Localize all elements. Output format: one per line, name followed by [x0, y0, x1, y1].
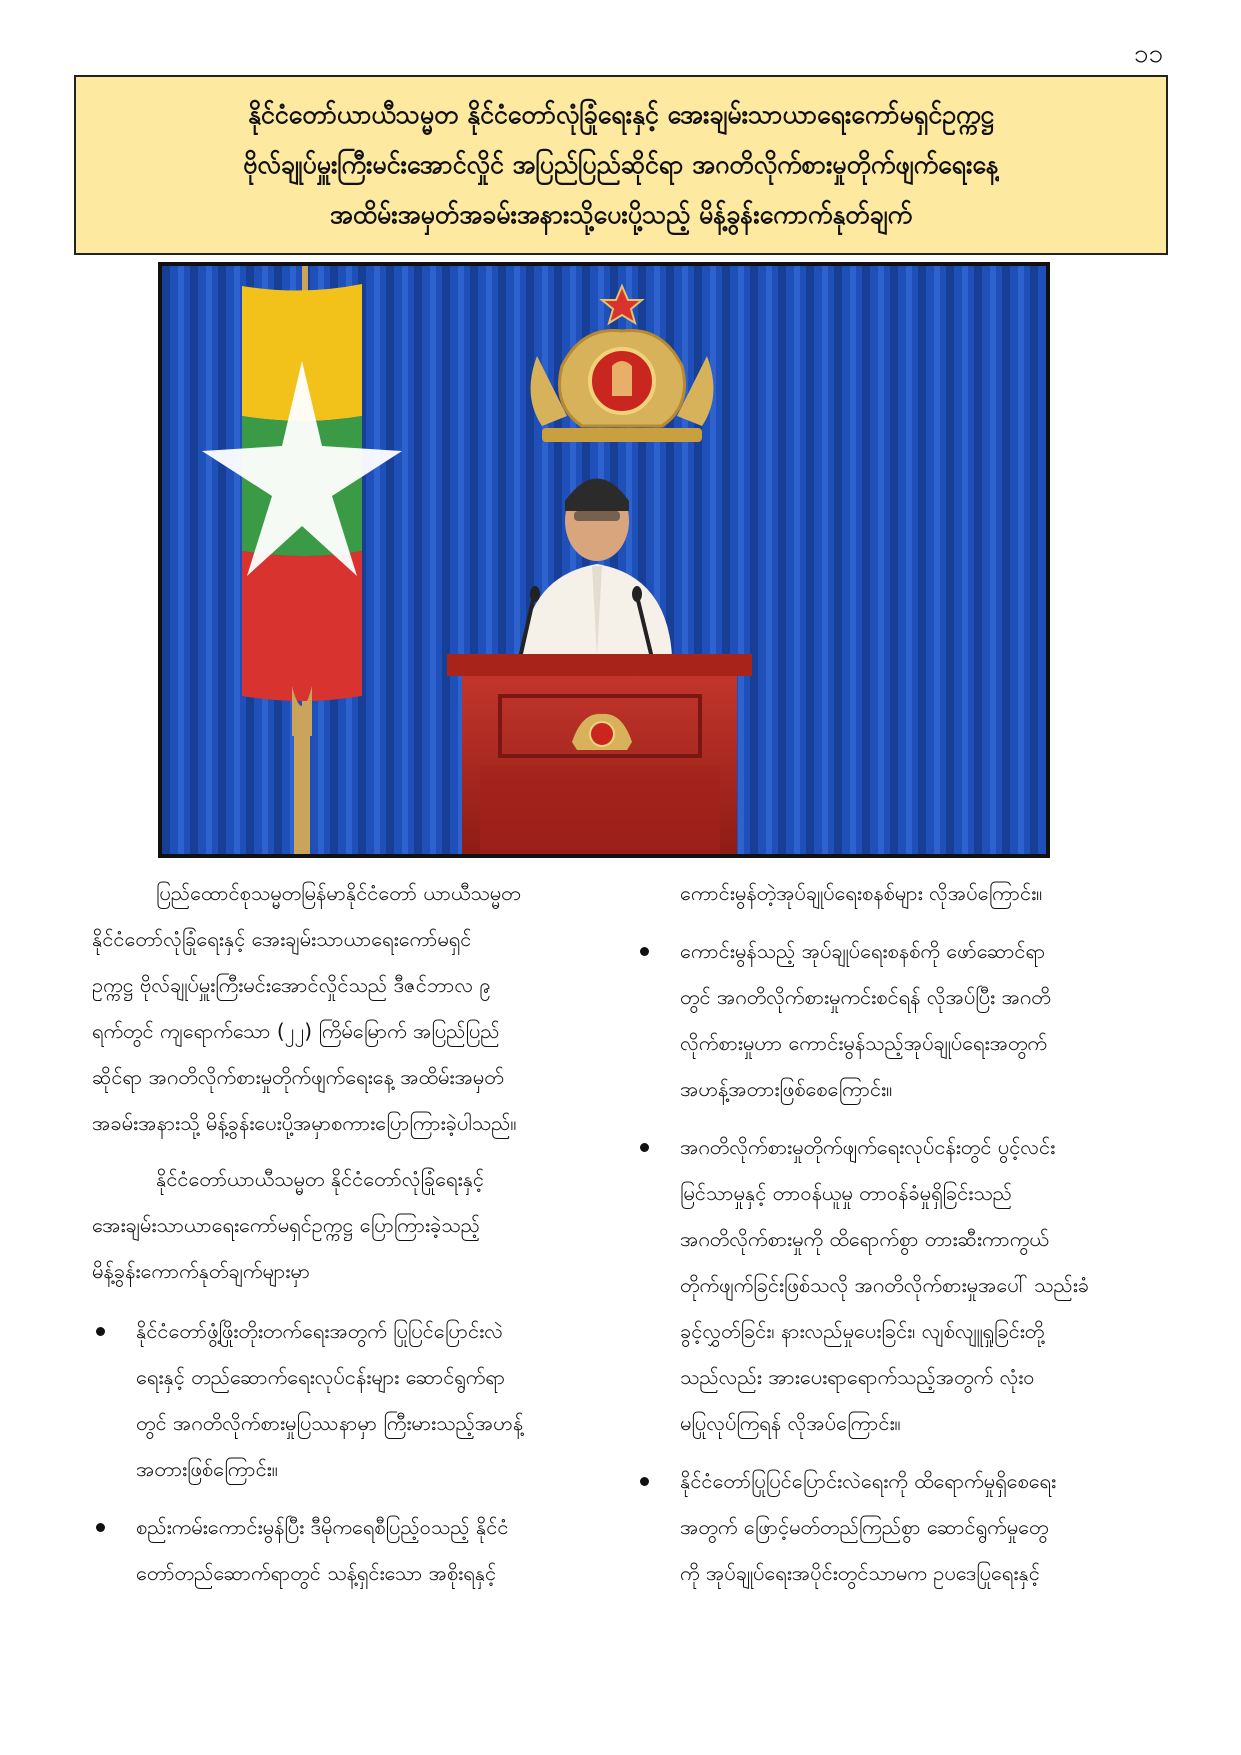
headline-line-1: နိုင်ငံတော်ယာယီသမ္မတ နိုင်ငံတော်လုံခြုံရေးနှင့် အေးချမ်းသာယာရေးကော်မရှင်ဥက္ကဋ္ဌ: [248, 100, 994, 129]
text-line: တိုက်ဖျက်ခြင်းဖြစ်သလို အဂတိလိုက်စားမှုအပေါ် သည်းခံ: [680, 1273, 1090, 1297]
bullet-dot-icon: [96, 1327, 105, 1336]
bullet-dot-icon: [640, 947, 649, 956]
page-number: ၁၁: [1133, 39, 1163, 69]
text-line: ကောင်းမွန်တဲ့အုပ်ချုပ်ရေးစနစ်များ လိုအပ်ကြောင်း။: [680, 881, 1043, 905]
second-paragraph: [92, 1156, 602, 1202]
bullet-item: [92, 1504, 602, 1596]
text-line: နိုင်ငံတော်ပြုပြင်ပြောင်းလဲရေးကို ထိရောက်မှုရှိစေရေး: [680, 1469, 1057, 1493]
bullet-continuation: [636, 870, 1160, 916]
intro-paragraph-body: [92, 916, 602, 1146]
text-line: မိန့်ခွန်းကောက်နုတ်ချက်များမှာ: [92, 1259, 311, 1283]
bullet-item: [636, 1124, 1160, 1446]
text-line: လိုက်စားမှုဟာ ကောင်းမွန်သည့်အုပ်ချုပ်ရေးအတွက်: [680, 1031, 1048, 1055]
text-line: ရေးနှင့် တည်ဆောက်ရေးလုပ်ငန်းများ ဆောင်ရွက်ရာ: [136, 1365, 506, 1389]
intro-paragraph: [92, 870, 602, 916]
text-line: ကို အုပ်ချုပ်ရေးအပိုင်းတွင်သာမက ဥပဒေပြုရေးနှင့်: [680, 1561, 1040, 1585]
text-line: တွင် အဂတိလိုက်စားမှုပြဿနာမှာ ကြီးမားသည့်အဟန့်: [136, 1411, 524, 1435]
text-line: ခွင့်လွှတ်ခြင်း၊ နားလည်မှုပေးခြင်း၊ လျစ်လျူရှုခြင်းတို့: [680, 1319, 1045, 1343]
bullet-item: [92, 1308, 602, 1492]
headline-line-2: ဗိုလ်ချုပ်မှူးကြီးမင်းအောင်လှိုင် အပြည်ပြည်ဆိုင်ရာ အဂတိလိုက်စားမှုတိုက်ဖျက်ရေးနေ့: [243, 150, 999, 179]
text-line: မပြုလုပ်ကြရန် လိုအပ်ကြောင်း။: [680, 1411, 901, 1435]
headline-line-3: အထိမ်းအမှတ်အခမ်းအနားသို့ပေးပို့သည့် မိန့်ခွန်းကောက်နုတ်ချက်: [329, 200, 913, 229]
text-line: နိုင်ငံတော်ဖွံ့ဖြိုးတိုးတက်ရေးအတွက် ပြုပြင်ပြောင်းလဲ: [136, 1319, 503, 1343]
podium: [447, 654, 752, 854]
text-line: ရက်တွင် ကျရောက်သော (၂၂) ကြိမ်မြောက် အပြည်ပြည်: [92, 1019, 500, 1043]
text-line: ကောင်းမွန်သည့် အုပ်ချုပ်ရေးစနစ်ကို ဖော်ဆောင်ရာ: [680, 939, 1046, 963]
photo-illustration: [162, 266, 1046, 854]
bullet-item: [636, 1458, 1160, 1596]
text-line: အဟန့်အတားဖြစ်စေကြောင်း။: [680, 1077, 893, 1101]
text-line: အဂတိလိုက်စားမှုတိုက်ဖျက်ရေးလုပ်ငန်းတွင် ပွင့်လင်း: [680, 1135, 1056, 1159]
bullet-item: [636, 928, 1160, 1112]
headline-box: [74, 75, 1168, 255]
bullet-dot-icon: [640, 1143, 649, 1152]
text-line: မြင်သာမှုနှင့် တာဝန်ယူမှု တာဝန်ခံမှုရှိခြင်းသည်: [680, 1181, 1013, 1205]
text-line: အတားဖြစ်ကြောင်း။: [136, 1457, 278, 1481]
text-line: ပြည်ထောင်စုသမ္မတမြန်မာနိုင်ငံတော် ယာယီသမ္မတ: [156, 881, 521, 905]
bullet-dot-icon: [640, 1477, 649, 1486]
text-line: အေးချမ်းသာယာရေးကော်မရှင်ဥက္ကဋ္ဌ ပြောကြားခဲ့သည့်: [92, 1213, 480, 1237]
speaker-at-podium-photo: [158, 262, 1050, 858]
text-line: တော်တည်ဆောက်ရာတွင် သန့်ရှင်းသော အစိုးရနှင့်: [136, 1561, 497, 1585]
left-column: [92, 870, 602, 1608]
text-line: စည်းကမ်းကောင်းမွန်ပြီး ဒီမိုကရေစီပြည့်ဝသည့် နိုင်ငံ: [136, 1515, 509, 1539]
text-line: အတွက် ဖြောင့်မတ်တည်ကြည်စွာ ဆောင်ရွက်မှုတွေ: [680, 1515, 1049, 1539]
bullet-dot-icon: [96, 1523, 105, 1532]
text-line: ဆိုင်ရာ အဂတိလိုက်စားမှုတိုက်ဖျက်ရေးနေ့ အထိမ်းအမှတ်: [92, 1065, 504, 1089]
text-line: တွင် အဂတိလိုက်စားမှုကင်းစင်ရန် လိုအပ်ပြီး အဂတိ: [680, 985, 1051, 1009]
text-line: နိုင်ငံတော်ယာယီသမ္မတ နိုင်ငံတော်လုံခြုံရေးနှင့်: [156, 1167, 484, 1191]
text-line: အခမ်းအနားသို့ မိန့်ခွန်းပေးပို့အမှာစကားပြောကြားခဲ့ပါသည်။: [92, 1111, 517, 1135]
text-line: သည်လည်း အားပေးရာရောက်သည့်အတွက် လုံးဝ: [680, 1365, 1035, 1389]
text-line: အဂတိလိုက်စားမှုကို ထိရောက်စွာ တားဆီးကာကွယ်: [680, 1227, 1049, 1251]
right-column: [636, 870, 1160, 1608]
second-paragraph-body: [92, 1202, 602, 1294]
text-line: နိုင်ငံတော်လုံခြုံရေးနှင့် အေးချမ်းသာယာရေးကော်မရှင်: [92, 927, 472, 951]
text-line: ဥက္ကဋ္ဌ ဗိုလ်ချုပ်မှူးကြီးမင်းအောင်လှိုင်သည် ဒီဇင်ဘာလ ၉: [92, 973, 491, 997]
